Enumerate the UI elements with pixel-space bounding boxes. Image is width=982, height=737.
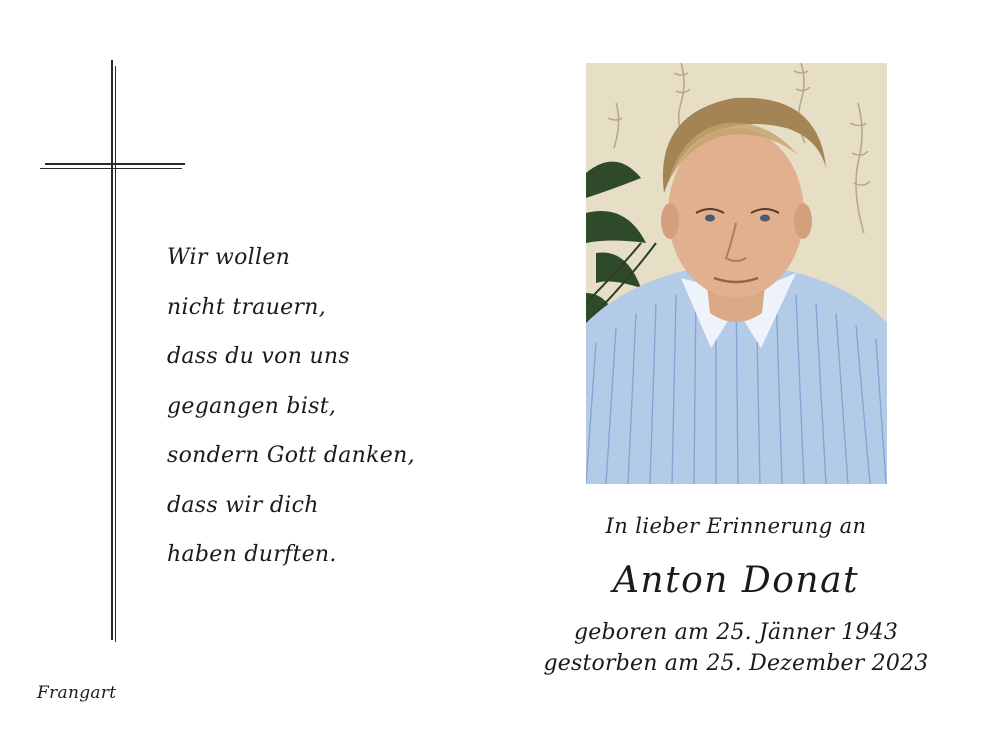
- poem-line: gegangen bist,: [167, 393, 337, 419]
- memorial-intro: In lieber Erinnerung an: [605, 514, 867, 538]
- cross-vertical-bar: [111, 60, 113, 640]
- poem-line: dass wir dich: [167, 492, 319, 518]
- birth-date: geboren am 25. Jänner 1943: [573, 620, 899, 645]
- cross-horizontal-bar: [45, 163, 185, 165]
- cross-vertical-bar-inner: [115, 66, 116, 642]
- poem-line: nicht trauern,: [167, 294, 327, 320]
- place-name: Frangart: [37, 683, 117, 703]
- poem-line: haben durften.: [167, 542, 337, 567]
- cross-horizontal-bar-inner: [40, 168, 182, 169]
- poem: [167, 242, 415, 589]
- portrait-photo: [586, 63, 887, 484]
- death-date: gestorben am 25. Dezember 2023: [543, 651, 929, 676]
- poem-line: sondern Gott danken,: [167, 443, 415, 468]
- poem-line: Wir wollen: [167, 245, 291, 270]
- poem-line: dass du von uns: [167, 344, 350, 369]
- deceased-name: Anton Donat: [612, 560, 860, 601]
